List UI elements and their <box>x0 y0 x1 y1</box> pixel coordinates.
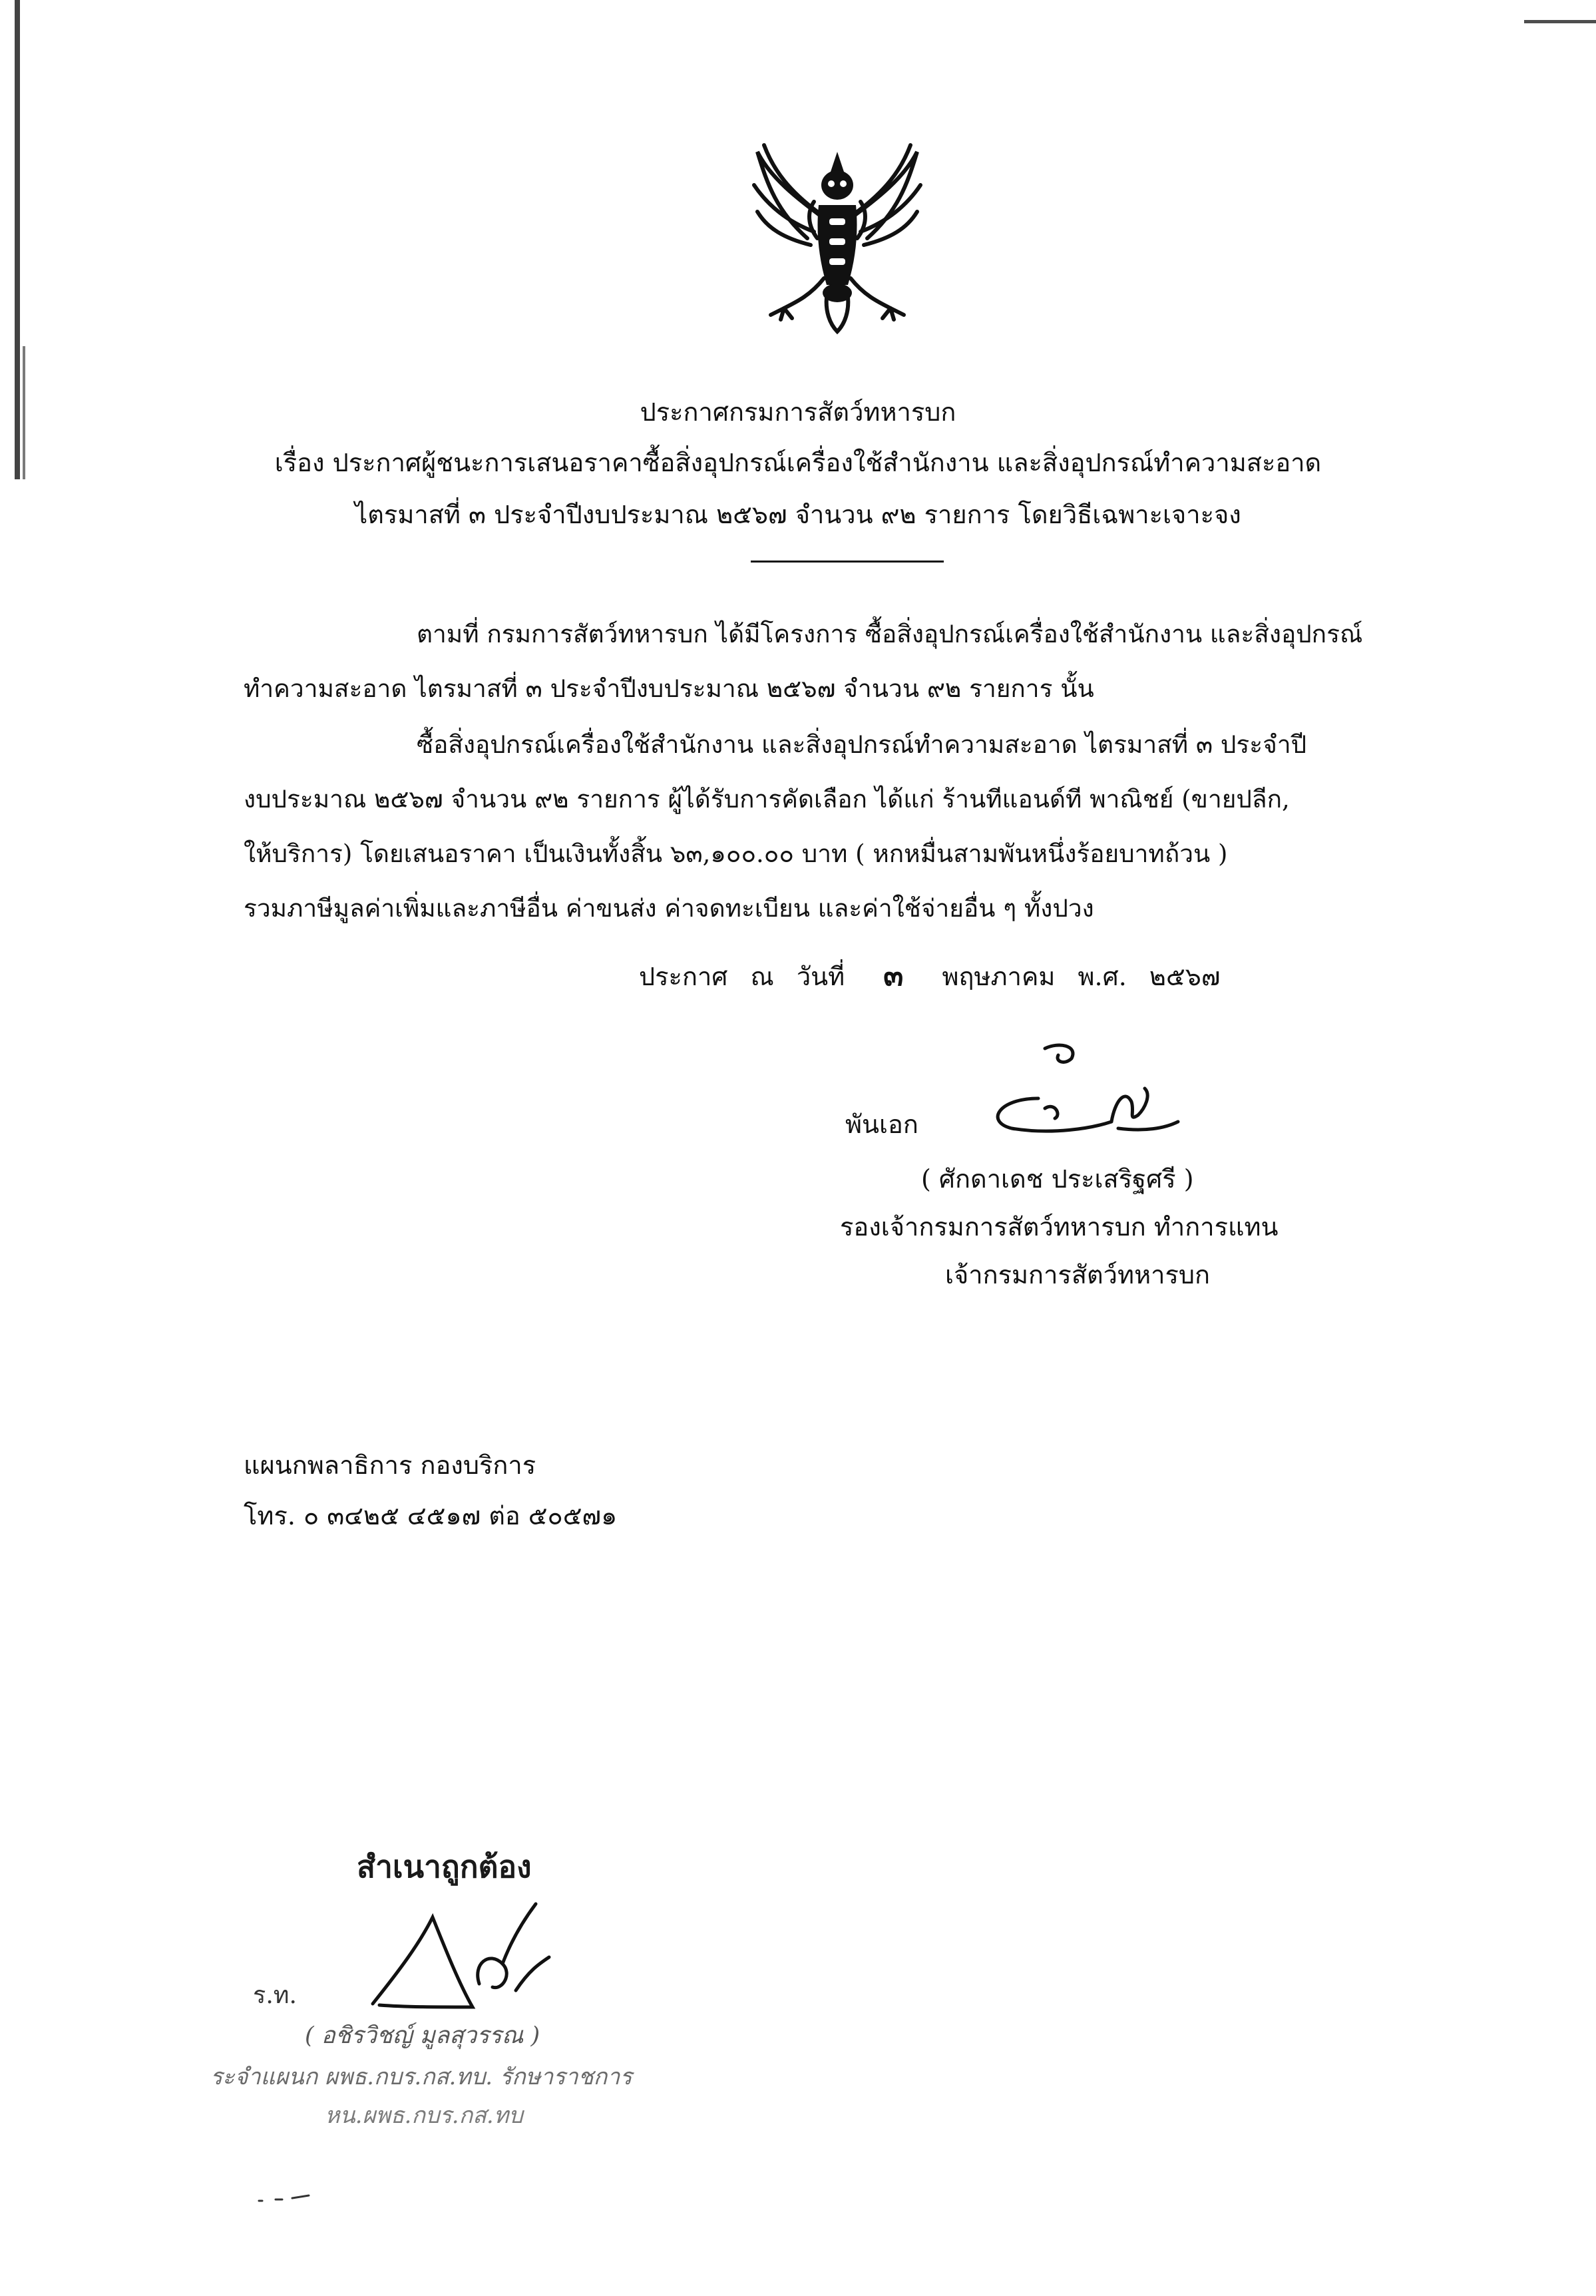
announcement-issuer: ประกาศกรมการสัตว์ทหารบก <box>640 397 956 427</box>
signatory-name: ( ศักดาเดช ประเสริฐศรี ) <box>921 1164 1194 1194</box>
certifier-name: ( อชิรวิชญ์ มูลสุวรรณ ) <box>305 2022 540 2049</box>
contact-phone: โทร. ๐ ๓๔๒๕ ๔๕๑๗ ต่อ ๕๐๕๗๑ <box>244 1501 618 1530</box>
title-divider <box>751 561 944 563</box>
paragraph-line: งบประมาณ ๒๕๖๗ จำนวน ๙๒ รายการ ผู้ได้รับการคัดเลือก ได้แก่ ร้านทีแอนด์ที พาณิชย์ (ขายปลีก, <box>244 785 1290 813</box>
date-prefix: ประกาศ ณ วันที่ <box>639 962 845 991</box>
signatory-position: เจ้ากรมการสัตว์ทหารบก <box>945 1260 1210 1289</box>
body-paragraph-2 <box>244 718 1428 936</box>
certifier-position: หน.ผพธ.กบร.กส.ทบ <box>325 2102 523 2129</box>
announcement-date <box>639 952 1220 999</box>
date-day: ๓ <box>883 959 904 993</box>
paragraph-line: ตามที่ กรมการสัตว์ทหารบก ได้มีโครงการ ซื้อสิ่งอุปกรณ์เครื่องใช้สำนักงาน และสิ่งอุปกรณ์ <box>417 620 1363 648</box>
body-paragraph-1 <box>244 607 1428 716</box>
scan-edge-mark <box>1524 20 1596 23</box>
signatory-position: รองเจ้ากรมการสัตว์ทหารบก ทำการแทน <box>840 1212 1279 1242</box>
announcement-subject-line2: ไตรมาสที่ ๓ ประจำปีงบประมาณ ๒๕๖๗ จำนวน ๙๒ รายการ โดยวิธีเฉพาะเจาะจง <box>355 500 1241 529</box>
signatory-rank: พันเอก <box>845 1110 918 1139</box>
paragraph-line: รวมภาษีมูลค่าเพิ่มและภาษีอื่น ค่าขนส่ง ค่าจดทะเบียน และค่าใช้จ่ายอื่น ๆ ทั้งปวง <box>244 894 1094 923</box>
scan-speck <box>256 2194 315 2205</box>
certified-copy-stamp: สำเนาถูกต้อง <box>357 1849 532 1885</box>
certifier-signature <box>359 1891 572 2030</box>
garuda-emblem-icon <box>744 138 930 338</box>
contact-department: แผนกพลาธิการ กองบริการ <box>244 1451 536 1480</box>
date-month-year: พฤษภาคม พ.ศ. ๒๕๖๗ <box>942 962 1221 991</box>
announcement-subject-line1: เรื่อง ประกาศผู้ชนะการเสนอราคาซื้อสิ่งอุปกรณ์เครื่องใช้สำนักงาน และสิ่งอุปกรณ์ทำความสะอาด <box>274 448 1322 477</box>
certifier-position: ระจำแผนก ผพธ.กบร.กส.ทบ. รักษาราชการ <box>210 2064 632 2090</box>
signatory-signature <box>945 1035 1198 1148</box>
paragraph-line: ให้บริการ) โดยเสนอราคา เป็นเงินทั้งสิ้น ๖๓,๑๐๐.๐๐ บาท ( หกหมื่นสามพันหนึ่งร้อยบาทถ้วน ) <box>244 839 1228 868</box>
certifier-rank: ร.ท. <box>253 1982 297 2009</box>
paragraph-line: ซื้อสิ่งอุปกรณ์เครื่องใช้สำนักงาน และสิ่งอุปกรณ์ทำความสะอาด ไตรมาสที่ ๓ ประจำปี <box>417 730 1307 759</box>
paragraph-line: ทำความสะอาด ไตรมาสที่ ๓ ประจำปีงบประมาณ ๒๕๖๗ จำนวน ๙๒ รายการ นั้น <box>244 674 1094 703</box>
